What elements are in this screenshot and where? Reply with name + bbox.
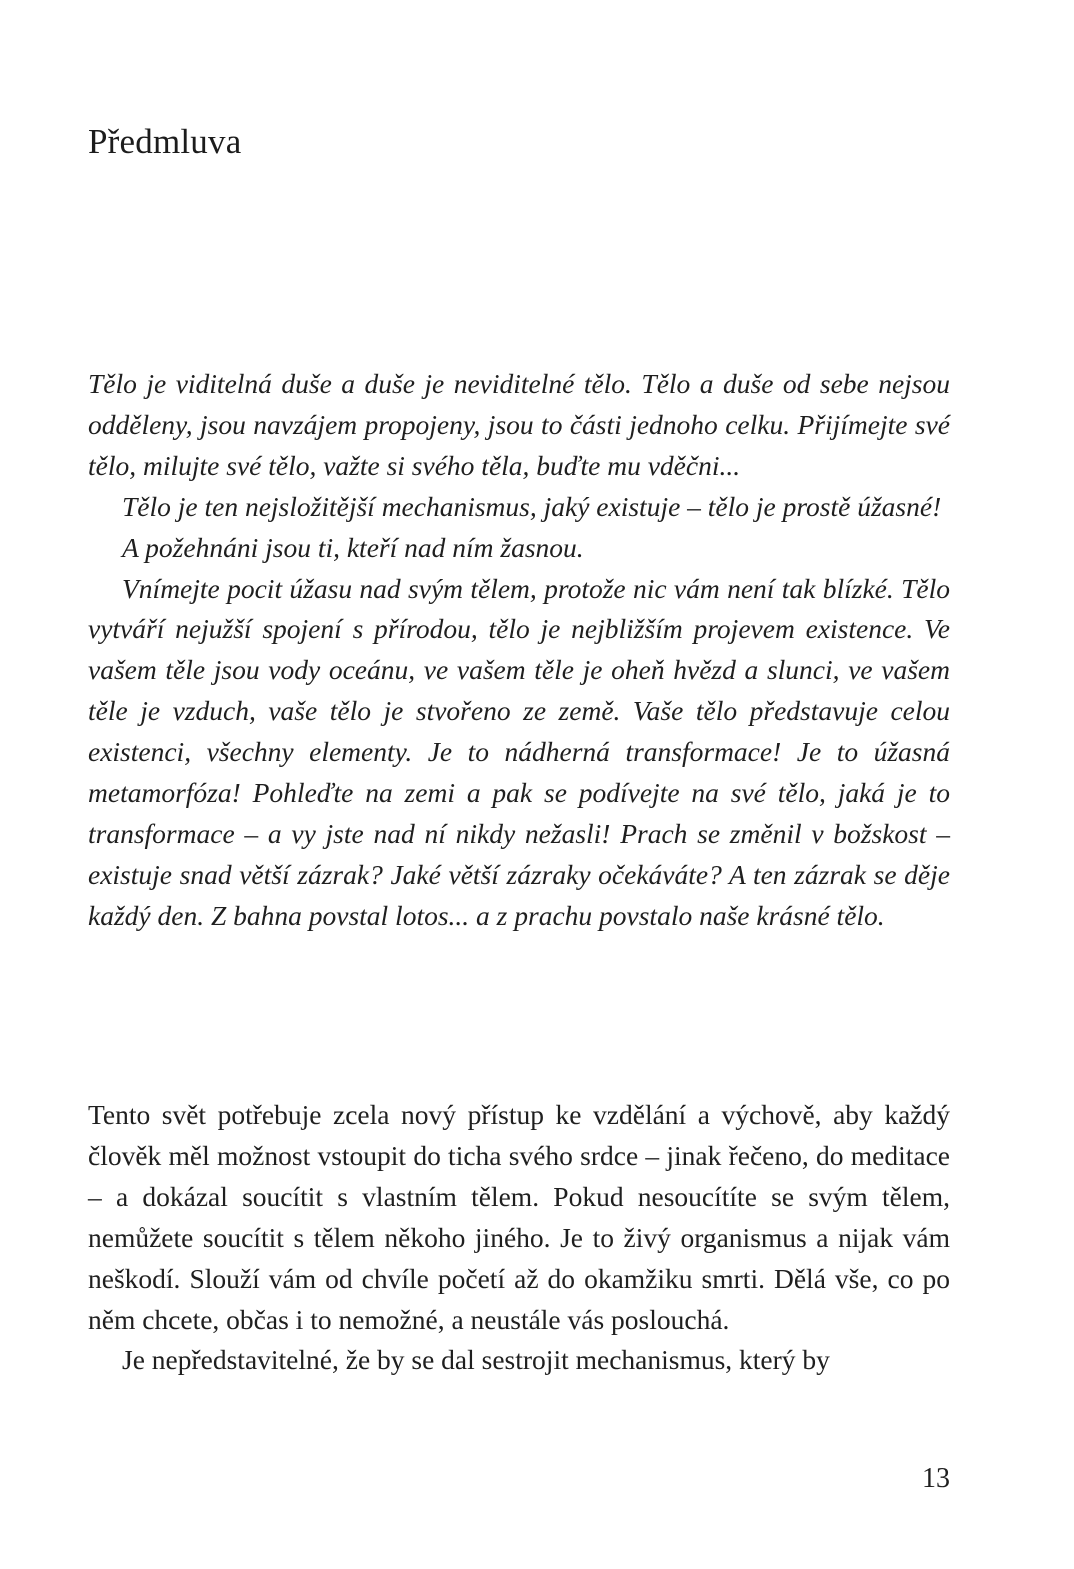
chapter-heading: Předmluva: [88, 122, 242, 161]
italic-paragraph-3: A požehnáni jsou ti, kteří nad ním žasnou.: [122, 531, 584, 563]
body-paragraph-1: Tento svět potřebuje zcela nový přístup ke vzdělání a výchově, aby každý člověk měl možnost vstoupit do ticha svého srdce – jinak řečeno, do meditace – a dokázal soucítit s vlastním tělem. Pokud nesoucítíte se svým tělem, nemůžete soucítit s tělem někoho jiného. Je to živý organismus a nijak vám neškodí. Slouží vám od chvíle početí až do okamžiku smrti. Dělá vše, co po něm chcete, občas i to nemožné, a neustále vás poslouchá.: [88, 1099, 950, 1335]
italic-quote-section: [88, 364, 950, 937]
page-number: 13: [922, 1463, 950, 1494]
body-paragraph-2: Je nepředstavitelné, že by se dal sestrojit mechanismus, který by: [122, 1344, 830, 1376]
italic-paragraph-4: Vnímejte pocit úžasu nad svým tělem, protože nic vám není tak blízké. Tělo vytváří nejužší spojení s přírodou, tělo je nejbližším projevem existence. Ve vašem těle jsou vody oceánu, ve vašem těle je oheň hvězd a slunci, ve vašem těle je vzduch, vaše tělo je stvořeno ze země. Vaše tělo představuje celou existenci, všechny elementy. Je to nádherná transformace! Je to úžasná metamorfóza! Pohleďte na zemi a pak se podívejte na své tělo, jaká je to transformace – a vy jste nad ní nikdy nežasli! Prach se změnil v božskost – existuje snad větší zázrak? Jaké větší zázraky očekáváte? A ten zázrak se děje každý den. Z bahna povstal lotos... a z prachu povstalo naše krásné tělo.: [88, 572, 950, 931]
italic-paragraph-1: Tělo je viditelná duše a duše je neviditelné tělo. Tělo a duše od sebe nejsou odděleny, jsou navzájem propojeny, jsou to části jednoho celku. Přijímejte své tělo, milujte své tělo, važte si svého těla, buďte mu vděčni...: [88, 368, 950, 481]
body-text-section: [88, 1095, 950, 1381]
italic-paragraph-2: Tělo je ten nejsložitější mechanismus, jaký existuje – tělo je prostě úžasné!: [122, 490, 942, 522]
